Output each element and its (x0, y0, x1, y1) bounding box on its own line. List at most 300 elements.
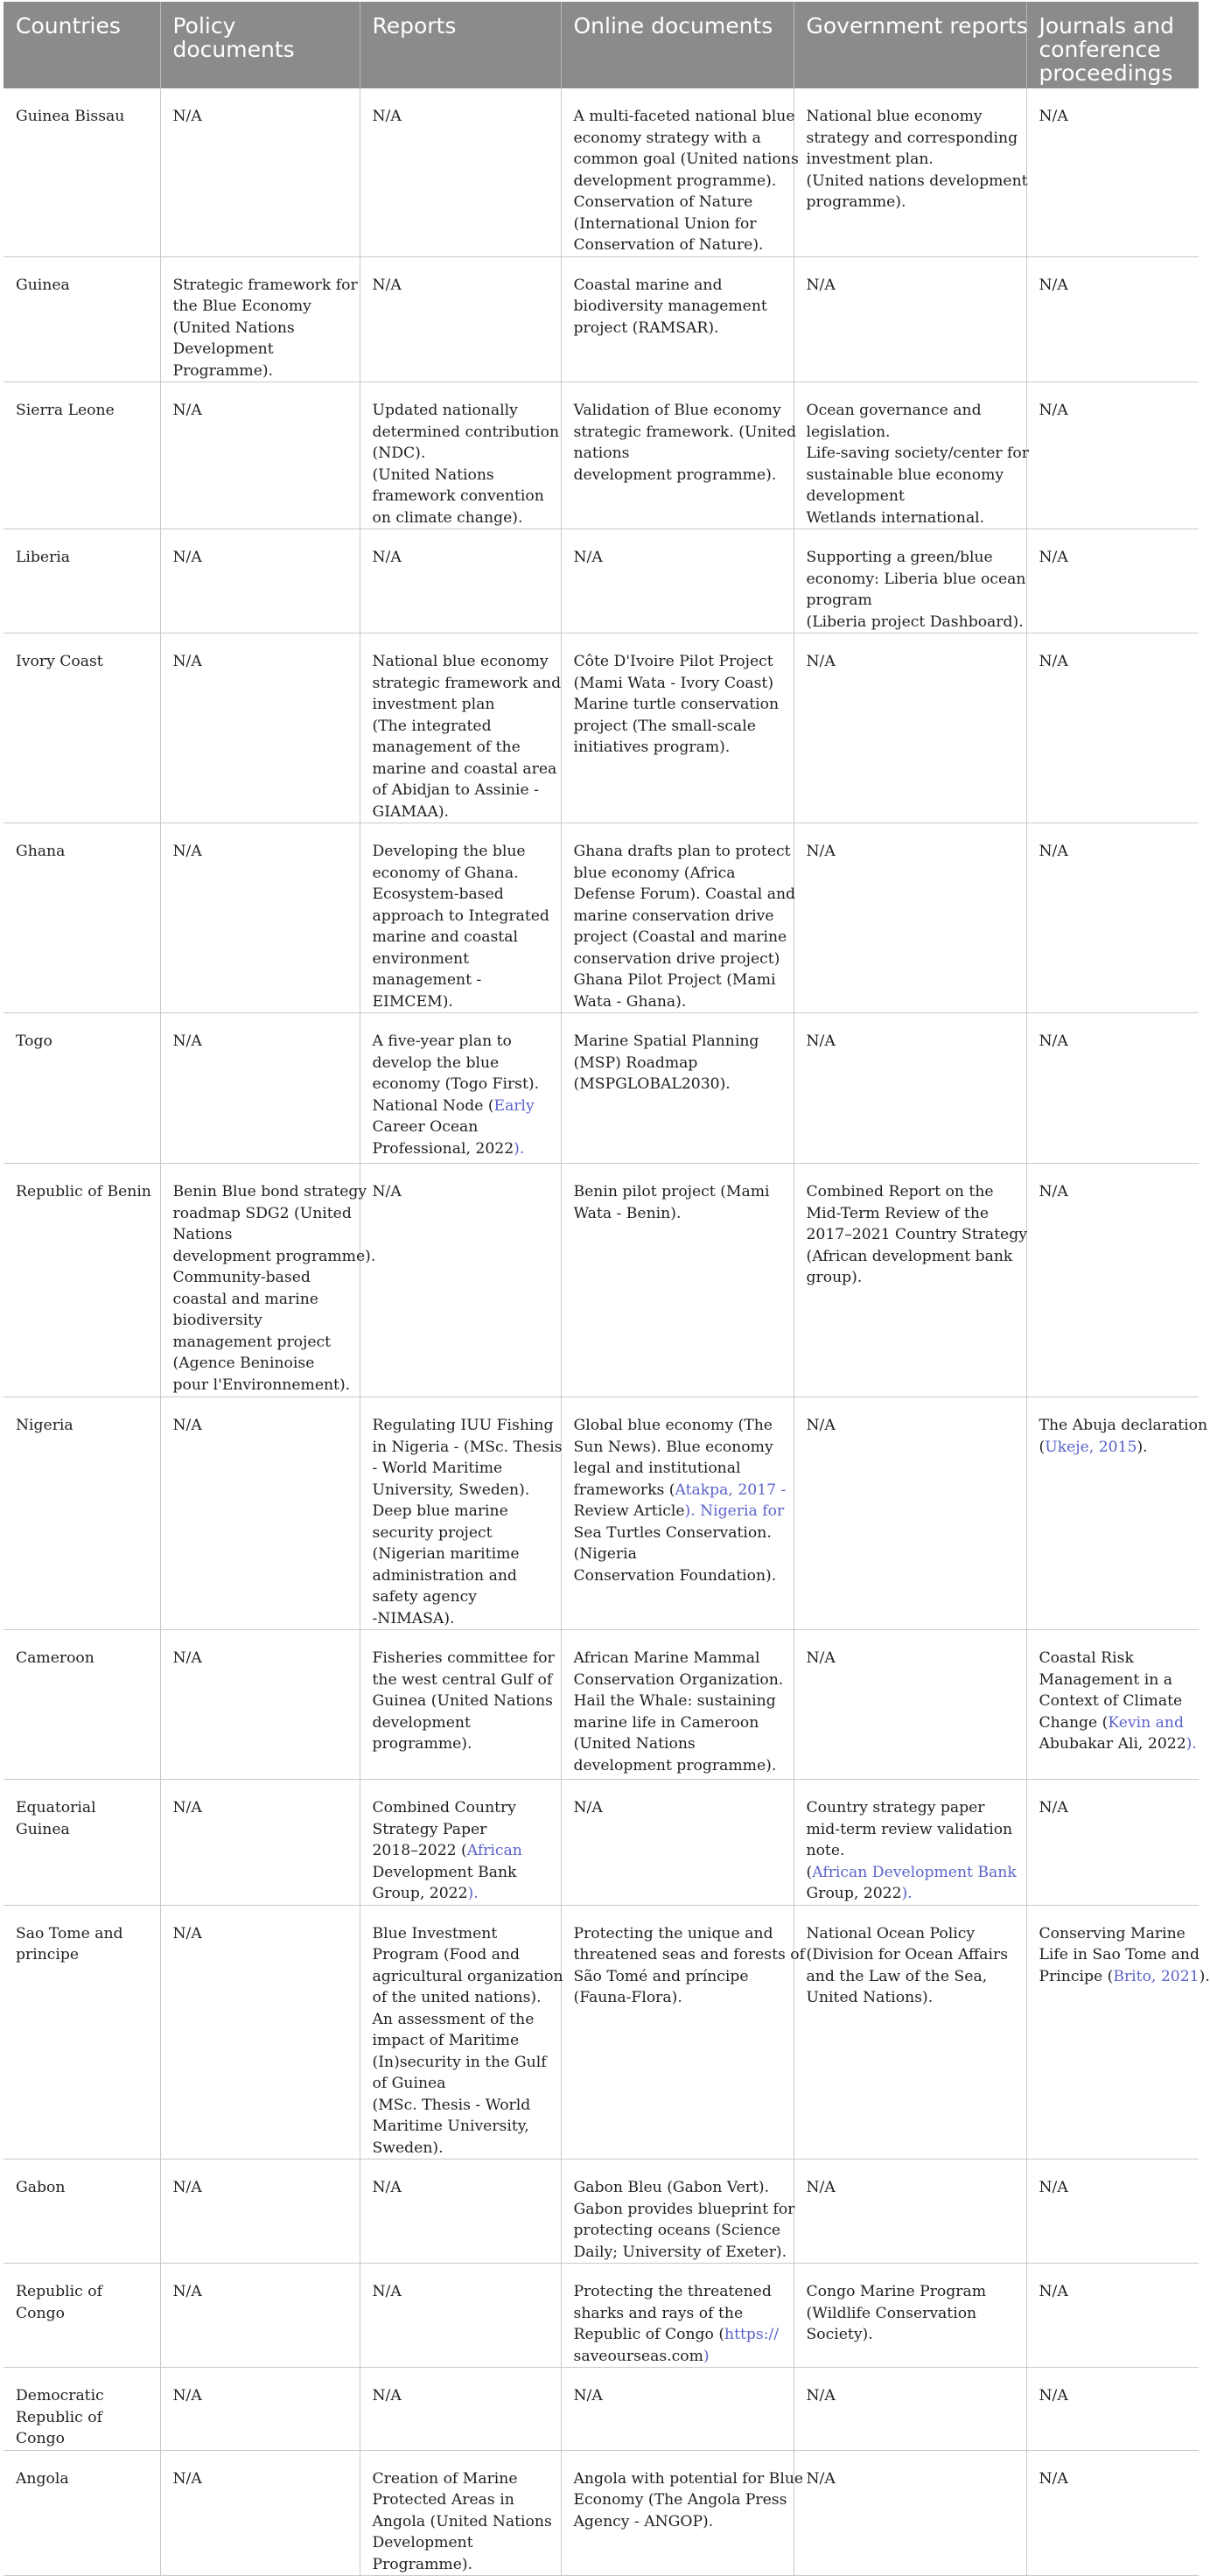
cell-text: programme). (806, 193, 906, 211)
cell-line (574, 1031, 785, 1053)
cell-text: and the Law of the Sea, (806, 1967, 988, 1985)
cell-country (3, 1397, 160, 1630)
cell-line (172, 1181, 367, 1203)
cell-text: N/A (1039, 2469, 1068, 2488)
cell-text: economy: Liberia blue ocean (806, 570, 1026, 588)
table-row-ivory-coast (3, 634, 1199, 823)
cell-text: the Blue Economy (172, 298, 311, 315)
cell-government-reports (794, 1013, 1026, 1164)
cell-text: (United Nations (372, 466, 494, 484)
cell-line (373, 2009, 552, 2031)
cell-line (1039, 1923, 1191, 1945)
cell-line (173, 2177, 351, 2199)
cell-line (1039, 1648, 1191, 1670)
cell-reports (360, 2368, 561, 2451)
cell-line (373, 2554, 552, 2576)
cell-line (807, 400, 1018, 422)
cell-line (372, 1966, 563, 1988)
cell-journals-proceedings (1026, 1013, 1199, 1164)
cell-line (373, 1501, 552, 1522)
table-row-gabon (3, 2160, 1199, 2264)
cell-line (373, 1181, 552, 1203)
cell-text: Ghana drafts plan to protect (573, 843, 791, 860)
cell-text: N/A (806, 2387, 836, 2404)
column-header-text: Reports (372, 13, 457, 38)
citation-link[interactable]: https:// (724, 2326, 780, 2343)
cell-line (16, 1797, 151, 1819)
cell-line (16, 2407, 151, 2429)
cell-line (373, 780, 552, 802)
cell-line (807, 486, 1018, 508)
citation-link[interactable]: ). (467, 1885, 479, 1902)
cell-line (574, 1712, 785, 1734)
cell-country (3, 823, 160, 1013)
cell-line (807, 2281, 1018, 2303)
cell-text: Development Bank (372, 1863, 517, 1881)
cell-line (574, 1501, 785, 1522)
column-header-reports (360, 2, 561, 88)
cell-text: (Division for Ocean Affairs (806, 1946, 1009, 1964)
cell-line (373, 716, 552, 738)
cell-text: Republic of Congo ( (573, 2326, 725, 2343)
cell-text: Creation of Marine (372, 2469, 518, 2488)
cell-country (3, 2368, 160, 2451)
cell-reports (360, 2160, 561, 2264)
cell-text: administration and (372, 1566, 517, 1585)
cell-text: N/A (1039, 108, 1068, 125)
cell-text: N/A (172, 2283, 202, 2300)
cell-policy-documents (160, 1780, 360, 1906)
cell-text: Protecting the unique and (573, 1924, 773, 1942)
cell-text: legal and institutional (573, 1460, 741, 1477)
cell-text: the west central Gulf of (372, 1670, 553, 1689)
table-row-republic-of-congo (3, 2264, 1199, 2368)
cell-text: Combined Report on the (806, 1183, 994, 1200)
cell-text: project (The small-scale (573, 717, 756, 735)
cell-online-documents (561, 1630, 794, 1780)
cell-text: Career Ocean (372, 1118, 479, 1136)
cell-text: Professional, 2022 (372, 1139, 514, 1158)
table-row-guinea (3, 256, 1199, 382)
cell-text: (Liberia project Dashboard). (806, 612, 1024, 631)
cell-text: (MSP) Roadmap (573, 1054, 698, 1072)
cell-journals-proceedings (1026, 256, 1199, 382)
cell-line (574, 2220, 785, 2242)
cell-text: GIAMAA). (372, 802, 450, 821)
column-header-country (3, 2, 160, 88)
cell-reports (360, 256, 561, 382)
cell-text: N/A (172, 1799, 202, 1816)
cell-text: marine life in Cameroon (573, 1713, 759, 1732)
citation-link[interactable]: ) (703, 2347, 710, 2365)
cell-text: N/A (172, 1032, 202, 1050)
cell-line (574, 1966, 785, 1988)
cell-line (574, 1053, 785, 1074)
cell-journals-proceedings (1026, 2450, 1199, 2576)
cell-text: N/A (573, 549, 603, 566)
cell-text: (Fauna-Flora). (573, 1989, 682, 2006)
cell-text: Togo (16, 1032, 52, 1050)
cell-line (574, 2511, 785, 2533)
cell-line (373, 2511, 552, 2533)
cell-text: marine conservation drive (573, 906, 774, 925)
cell-line (573, 884, 796, 906)
cell-line (807, 422, 1018, 444)
cell-text: (The integrated (372, 717, 492, 735)
cell-reports (360, 1780, 561, 1906)
cell-line (373, 1944, 552, 1966)
cell-line (373, 1586, 552, 1608)
cell-line (574, 651, 785, 673)
cell-text: economy of Ghana. (372, 864, 519, 882)
cell-line (807, 1987, 1018, 2009)
cell-journals-proceedings (1026, 634, 1199, 823)
cell-line (574, 2385, 785, 2407)
cell-line (16, 2428, 151, 2450)
cell-line (807, 841, 1018, 863)
cell-text: (Mami Wata - Ivory Coast) (573, 674, 774, 692)
cell-government-reports (794, 823, 1026, 1013)
cell-text: ). (1137, 1438, 1148, 1456)
cell-line (373, 1797, 552, 1819)
cell-line (16, 1944, 151, 1966)
cell-country (3, 2264, 160, 2368)
cell-line (173, 1203, 351, 1225)
cell-line (373, 465, 552, 486)
cell-line (373, 991, 552, 1013)
cell-text: National blue economy (372, 653, 549, 670)
citation-link[interactable]: Kevin and (1108, 1713, 1184, 1732)
cell-text: Abubakar Ali, 2022 (1039, 1735, 1186, 1753)
cell-text: A five-year plan to (372, 1032, 512, 1050)
cell-text: sustainable blue economy (806, 466, 1004, 484)
table-row-liberia (3, 529, 1199, 634)
cell-line (574, 1480, 785, 1502)
cell-line (807, 1966, 1018, 1988)
cell-online-documents (561, 2450, 804, 2576)
cell-text: Mid-Term Review of the (806, 1204, 990, 1222)
cell-policy-documents (160, 1905, 360, 2160)
cell-line (373, 1733, 552, 1755)
cell-journals-proceedings (1026, 1630, 1199, 1780)
cell-text: National blue economy (806, 108, 983, 125)
cell-text: (In)security in the Gulf (372, 2053, 547, 2071)
cell-line (807, 2385, 1018, 2407)
cell-line (1039, 547, 1191, 569)
cell-text: United Nations). (806, 1989, 934, 2006)
cell-text: N/A (372, 1183, 402, 1200)
cell-text: African Marine Mammal (573, 1649, 760, 1667)
cell-line (173, 1923, 351, 1945)
cell-line (373, 1480, 552, 1502)
cell-journals-proceedings (1026, 1780, 1199, 1906)
cell-line (373, 1670, 552, 1691)
cell-policy-documents (160, 529, 360, 634)
cell-line (574, 128, 785, 150)
cell-text: N/A (172, 653, 202, 670)
cell-text: environment (372, 949, 470, 968)
cell-line (574, 1670, 785, 1691)
cell-line (373, 841, 552, 863)
cell-line (373, 1883, 552, 1905)
cell-text: N/A (806, 1649, 836, 1667)
cell-line (574, 318, 785, 340)
cell-text: Daily; University of Exeter). (573, 2243, 787, 2261)
cell-text: Republic of (16, 2283, 102, 2300)
cell-text: (Nigerian maritime (372, 1545, 520, 1563)
cell-country (3, 1905, 160, 2160)
cell-line (172, 1246, 376, 1268)
cell-line (1039, 1437, 1191, 1459)
cell-text: N/A (806, 2469, 836, 2488)
cell-text: (United nations development (806, 172, 1028, 190)
cell-text: Ecosystem-based (372, 886, 504, 903)
cell-line (173, 106, 351, 128)
cell-line (373, 443, 552, 465)
table-row-cameroon (3, 1630, 1199, 1780)
cell-line (173, 2468, 351, 2490)
cell-country (3, 634, 160, 823)
cell-online-documents (561, 88, 799, 256)
cell-text: N/A (172, 1649, 202, 1667)
cell-text: coastal and marine (172, 1290, 318, 1308)
cell-country (3, 256, 160, 382)
cell-text: sharks and rays of the (573, 2304, 744, 2322)
cell-country (3, 1780, 160, 1906)
table-row-togo (3, 1013, 1199, 1164)
cell-line (373, 802, 552, 823)
cell-line (574, 2489, 785, 2511)
cell-line (373, 508, 552, 529)
citation-link[interactable]: Ukeje, 2015 (1045, 1438, 1137, 1456)
citation-link[interactable]: ). (901, 1885, 913, 1902)
cell-line (373, 1458, 552, 1480)
cell-text: project (Coastal and marine (573, 928, 787, 946)
cell-line (373, 1544, 552, 1565)
cell-text: investment plan. (806, 150, 934, 168)
cell-text: strategy and corresponding (806, 129, 1018, 147)
column-header-text: Government reports (806, 13, 1028, 38)
cell-line (574, 1181, 785, 1203)
cell-reports (360, 634, 561, 823)
cell-text: Supporting a green/blue (806, 549, 993, 566)
cell-text: Congo Marine Program (806, 2283, 987, 2300)
cell-line (373, 2489, 552, 2511)
cell-text: Global blue economy (The (573, 1417, 773, 1434)
cell-line (373, 948, 552, 970)
citation-link[interactable]: Early (493, 1096, 535, 1115)
cell-text: Combined Country (372, 1799, 516, 1816)
cell-text: 2017–2021 Country Strategy (806, 1226, 1027, 1243)
cell-line (807, 128, 1018, 150)
cell-text: Angola (United Nations (372, 2512, 552, 2530)
cell-line (1039, 651, 1191, 673)
cell-line (574, 737, 785, 759)
cell-text: (MSc. Thesis - World (372, 2096, 531, 2114)
cell-line (16, 275, 151, 297)
cell-line (574, 1755, 785, 1777)
cell-text: Marine Spatial Planning (573, 1032, 759, 1050)
cell-line (16, 2468, 151, 2490)
cell-text: -NIMASA). (372, 1609, 455, 1628)
cell-text: Marine turtle conservation (573, 696, 780, 713)
cell-line (807, 590, 1018, 612)
cell-text: (MSPGLOBAL2030). (573, 1075, 731, 1093)
citation-link[interactable]: ). (1186, 1735, 1197, 1753)
table-row-republic-of-benin (3, 1164, 1199, 1397)
column-header-policy-documents (160, 2, 360, 88)
cell-text: Wata - Benin). (573, 1204, 682, 1222)
cell-line (373, 1862, 552, 1884)
cell-line (173, 1353, 351, 1375)
cell-line (16, 1923, 151, 1945)
cell-text: development (372, 1713, 471, 1732)
cell-line (574, 2281, 785, 2303)
cell-text: Life in Sao Tome and (1039, 1946, 1200, 1964)
cell-text: Republic of Benin (16, 1183, 151, 1200)
cell-government-reports (794, 256, 1026, 382)
cell-policy-documents (160, 634, 360, 823)
citation-link[interactable]: Atakpa, 2017 - (675, 1480, 787, 1499)
cell-line (573, 2468, 804, 2490)
cell-line (573, 1944, 806, 1966)
cell-policy-documents (160, 2450, 360, 2576)
cell-line (373, 2030, 552, 2052)
cell-text: (Agence Beninoise (172, 1354, 315, 1372)
cell-line (372, 759, 557, 780)
cell-line (574, 1923, 785, 1945)
cell-line (173, 1415, 351, 1437)
cell-text: N/A (172, 549, 202, 566)
table-row-equatorial-guinea (3, 1780, 1199, 1906)
cell-line (373, 400, 552, 422)
cell-text: Defense Forum). Coastal and (573, 886, 796, 903)
cell-text: Maritime University, (372, 2118, 529, 2135)
cell-reports (360, 2264, 561, 2368)
cell-text: Programme). (172, 361, 274, 380)
cell-text: Cameroon (16, 1649, 94, 1667)
cell-line (807, 1031, 1018, 1053)
cell-line (173, 296, 351, 318)
cell-line (373, 1819, 552, 1841)
cell-online-documents (561, 2264, 794, 2368)
cell-line (173, 1224, 351, 1246)
cell-line (574, 275, 785, 297)
cell-text: economy (Togo First). (372, 1075, 540, 1093)
cell-text: Angola (16, 2469, 69, 2488)
cell-text: N/A (1039, 2387, 1068, 2404)
cell-text: (Wildlife Conservation (806, 2304, 977, 2322)
cell-text: management - (372, 971, 482, 989)
cell-text: Strategy Paper (372, 1820, 487, 1838)
cell-text: Ghana Pilot Project (Mami (573, 971, 776, 989)
cell-government-reports (794, 529, 1026, 634)
cell-text: EIMCEM). (372, 992, 453, 1011)
cell-text: note. (806, 1842, 845, 1859)
cell-online-documents (561, 1780, 794, 1906)
cell-line (373, 2385, 552, 2407)
cell-line (16, 2281, 151, 2303)
cell-text: Sea Turtles Conservation. (573, 1523, 772, 1542)
cell-text: N/A (172, 402, 202, 419)
cell-line (173, 651, 351, 673)
cell-online-documents (561, 823, 794, 1013)
cell-line (372, 422, 560, 444)
cell-line (1039, 1415, 1208, 1437)
cell-text: Liberia (16, 549, 71, 566)
cell-country (3, 2160, 160, 2264)
cell-text: Updated nationally (372, 402, 518, 419)
cell-line (1039, 1733, 1197, 1755)
cell-line (807, 1181, 1018, 1203)
cell-reports (360, 1630, 561, 1780)
citation-link[interactable]: African Development Bank (812, 1863, 1017, 1881)
cell-policy-documents (160, 823, 360, 1013)
cell-policy-documents (160, 1013, 360, 1164)
cell-text: on climate change). (372, 508, 523, 527)
cell-line (173, 2385, 351, 2407)
cell-line (574, 863, 785, 885)
cell-line (372, 1437, 563, 1459)
cell-line (373, 2138, 552, 2160)
cell-line (574, 991, 785, 1013)
cell-journals-proceedings (1026, 2264, 1199, 2368)
cell-text: Benin pilot project (Mami (573, 1183, 770, 1200)
cell-text: N/A (172, 108, 202, 125)
cell-line (16, 400, 151, 422)
cell-journals-proceedings (1026, 1164, 1199, 1397)
cell-text: Congo (16, 2430, 65, 2447)
cell-text: Benin Blue bond strategy (172, 1183, 367, 1200)
citation-link[interactable]: ). (514, 1139, 525, 1158)
cell-policy-documents (160, 2160, 360, 2264)
cell-line (373, 863, 552, 885)
citation-link[interactable]: African (466, 1842, 522, 1859)
citation-link[interactable]: Brito, 2021 (1113, 1967, 1200, 1985)
cell-line (373, 2532, 552, 2554)
cell-text: São Tomé and príncipe (573, 1967, 749, 1985)
cell-government-reports (794, 1630, 1026, 1780)
cell-line (807, 508, 1018, 529)
cell-text: N/A (372, 2179, 402, 2196)
cell-text: N/A (1039, 2179, 1068, 2196)
cell-text: determined contribution (372, 423, 560, 441)
column-header-text: conference (1039, 37, 1161, 62)
cell-line (807, 275, 1018, 297)
cell-text: Gabon (16, 2179, 66, 2196)
cell-line (373, 1987, 552, 2009)
cell-text: Ocean governance and (806, 402, 982, 419)
cell-text: N/A (1039, 549, 1068, 566)
table-body (3, 88, 1210, 2576)
cell-text: ( (806, 1863, 813, 1881)
cell-line (173, 1267, 351, 1289)
table-row-sao-tome-and-principe (3, 1905, 1199, 2160)
table-row-nigeria (3, 1397, 1199, 1630)
cell-line (1039, 2468, 1191, 2490)
cell-text: protecting oceans (Science (573, 2222, 781, 2239)
cell-line (373, 651, 552, 673)
cell-line (1039, 2385, 1191, 2407)
cell-line (574, 1987, 785, 2009)
cell-text: Review Article (573, 1502, 685, 1520)
citation-link[interactable]: ). Nigeria for (684, 1502, 785, 1520)
cell-line (807, 1944, 1018, 1966)
cell-text: Sao Tome and (16, 1924, 123, 1942)
cell-text: Economy (The Angola Press (573, 2491, 787, 2509)
cell-policy-documents (160, 1164, 376, 1397)
cell-text: security project (372, 1523, 493, 1542)
